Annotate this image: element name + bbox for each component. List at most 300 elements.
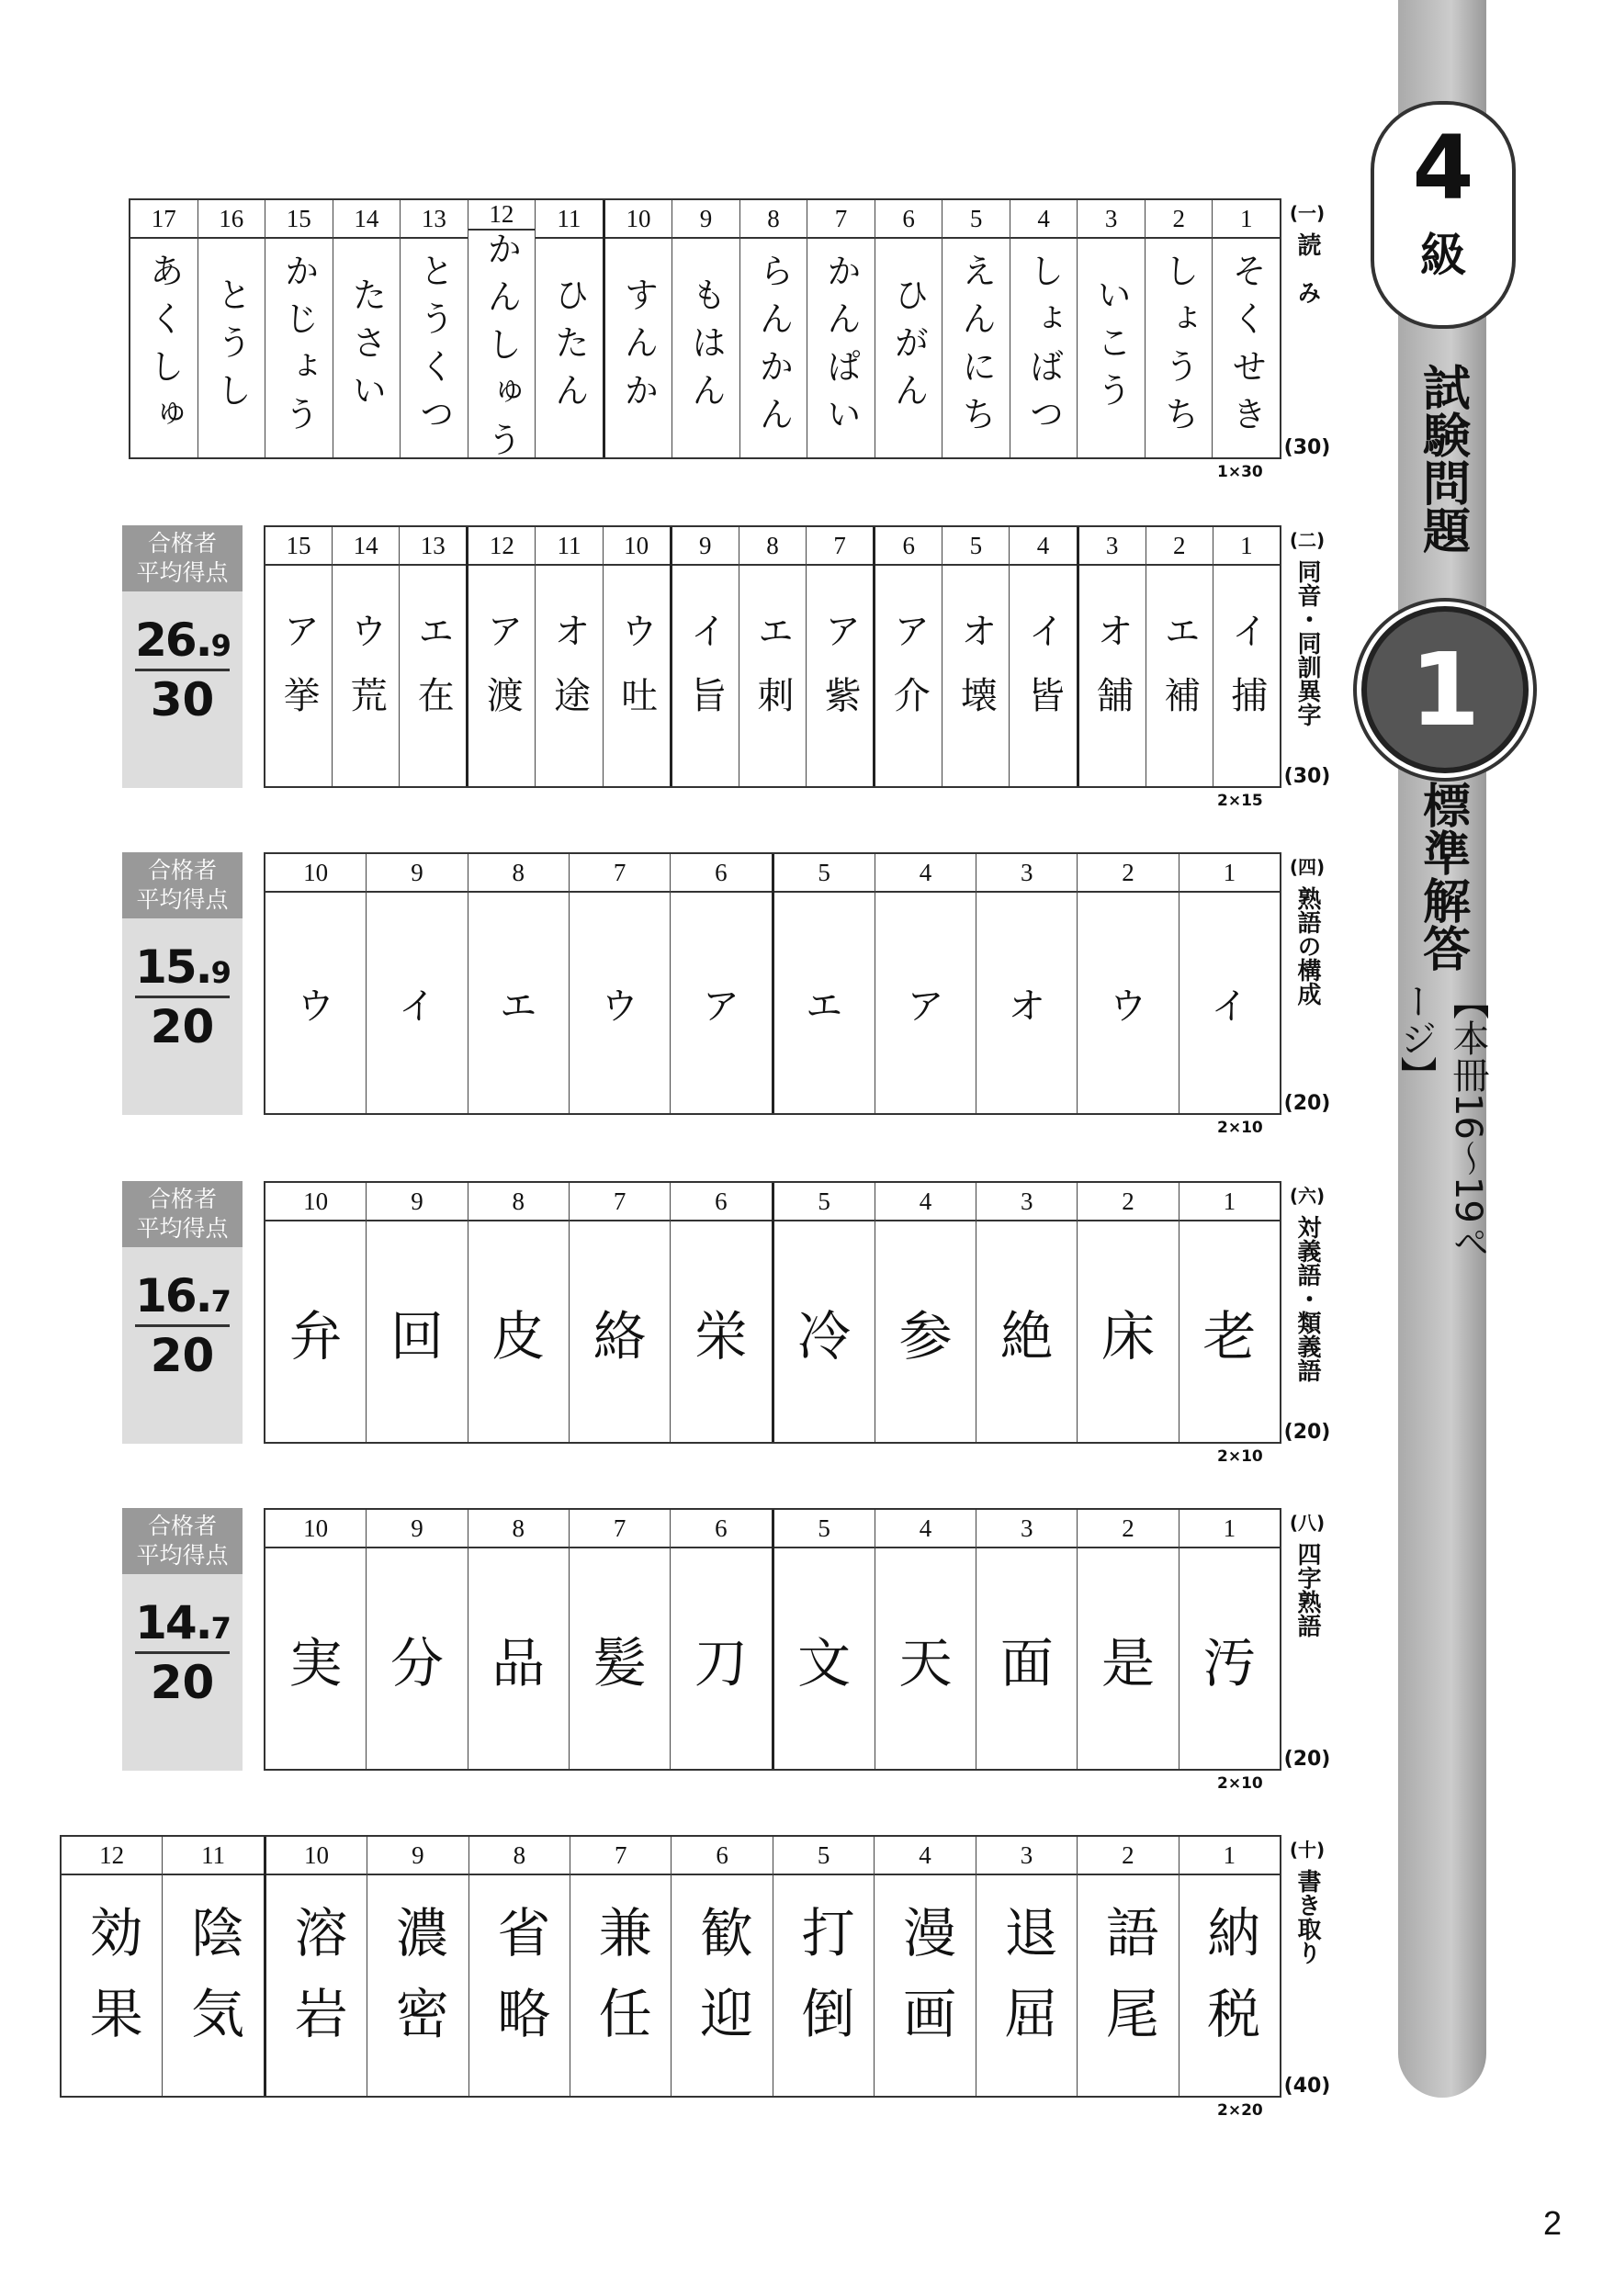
- answer-table-doon: [264, 525, 1281, 788]
- section-title: 四字熟語: [1293, 1542, 1321, 1638]
- question-number: 3: [976, 854, 1077, 893]
- answer-cell: [772, 1183, 875, 1442]
- question-number: 1: [1179, 1183, 1280, 1221]
- answer-area: [266, 1875, 367, 2096]
- question-number: 5: [942, 527, 1009, 566]
- score-header-line1: 合格者: [147, 1186, 217, 1212]
- average-score: [122, 1596, 243, 1649]
- answer-cell: [265, 1510, 366, 1769]
- answer-area: [672, 1875, 772, 2096]
- answer-text: イ: [1211, 985, 1248, 1028]
- grade-label: 級: [1420, 229, 1466, 282]
- answer-cell: [468, 1183, 569, 1442]
- scoring-note: 2×10: [1217, 1447, 1263, 1466]
- answer-cell: [874, 1837, 975, 2096]
- page-reference: 【本冊16〜19ページ】: [1394, 983, 1489, 1260]
- answer-cell: [976, 1510, 1077, 1769]
- section-title: 同音・同訓異字: [1293, 559, 1321, 726]
- question-number: 2: [1146, 527, 1213, 566]
- answer-area: [367, 1221, 467, 1442]
- answer-text: ウ: [601, 985, 638, 1028]
- question-number: 5: [942, 200, 1010, 239]
- question-number: 14: [333, 527, 399, 566]
- question-number: 10: [605, 200, 672, 239]
- question-number: 10: [604, 527, 670, 566]
- answer-cell: [603, 527, 670, 786]
- section-label: [1283, 198, 1331, 459]
- question-number: 3: [1078, 200, 1145, 239]
- score-header: [122, 852, 243, 918]
- answer-cell: [399, 527, 466, 786]
- answer-text: ウ: [1110, 985, 1147, 1028]
- answer-text: 品: [491, 1632, 546, 1694]
- answer-area: [1078, 239, 1145, 457]
- answer-text: 天: [898, 1632, 953, 1694]
- answer-text: イ捕: [1225, 612, 1268, 740]
- average-int: 15.: [135, 940, 211, 994]
- question-number: 9: [367, 854, 467, 893]
- answer-cell: [569, 1510, 670, 1769]
- question-number: 12: [62, 1837, 162, 1875]
- question-number: 9: [672, 527, 739, 566]
- answer-text: 老: [1202, 1305, 1257, 1367]
- answer-cell: [366, 1510, 467, 1769]
- answer-table-kakitori: [60, 1835, 1281, 2098]
- section-label: [1283, 852, 1331, 1115]
- average-decimal: 7: [210, 1611, 230, 1646]
- answer-area: [773, 1875, 874, 2096]
- answer-cell: [570, 1837, 671, 2096]
- answer-cell: [366, 854, 467, 1113]
- fraction-line: [135, 996, 230, 998]
- score-header-line1: 合格者: [147, 1513, 217, 1539]
- average-score: [122, 613, 243, 667]
- question-number: 5: [774, 854, 875, 893]
- answer-cell: [468, 1510, 569, 1769]
- answer-text: 汚: [1202, 1632, 1257, 1694]
- answer-text: 漫画: [894, 1905, 957, 2066]
- max-score: 20: [150, 1329, 215, 1382]
- scoring-note: 1×30: [1217, 463, 1263, 481]
- answer-area: [672, 239, 739, 457]
- answer-area: [976, 1221, 1077, 1442]
- answer-area: [400, 566, 466, 786]
- answer-cell: [1009, 527, 1076, 786]
- answer-text: イ皆: [1021, 612, 1065, 740]
- answer-cell: [739, 527, 806, 786]
- answer-area: [163, 1875, 263, 2096]
- scoring-note: 2×20: [1217, 2101, 1263, 2120]
- answer-text: 弁: [288, 1305, 343, 1367]
- answer-text: 床: [1101, 1305, 1156, 1367]
- score-header: [122, 1181, 243, 1247]
- question-number: 4: [1010, 527, 1076, 566]
- answer-text: そくせき: [1225, 253, 1267, 444]
- answer-area: [976, 1548, 1077, 1769]
- section-points: (30): [1283, 765, 1331, 788]
- answer-area: [671, 893, 771, 1113]
- answer-cell: [773, 1837, 874, 2096]
- answer-area: [1010, 566, 1076, 786]
- answer-text: しょうち: [1158, 253, 1200, 444]
- fraction-line: [135, 1651, 230, 1654]
- score-header-line2: 平均得点: [136, 559, 229, 586]
- max-score: 20: [150, 1000, 215, 1053]
- answer-text: オ: [1008, 985, 1045, 1028]
- answer-area: [976, 1875, 1077, 2096]
- answer-text: 冷: [797, 1305, 852, 1367]
- question-number: 6: [671, 854, 771, 893]
- answer-text: エ刺: [751, 612, 794, 740]
- answer-cell: [942, 200, 1010, 457]
- answer-cell: [400, 200, 468, 457]
- answer-cell: [198, 200, 265, 457]
- answer-table-yomi: [129, 198, 1281, 469]
- answer-area: [1213, 239, 1280, 457]
- answer-area: [1146, 239, 1213, 457]
- question-number: 10: [265, 1183, 366, 1221]
- score-header-line1: 合格者: [147, 530, 217, 557]
- answer-area: [605, 239, 672, 457]
- answer-area: [875, 566, 942, 786]
- answer-area: [401, 239, 468, 457]
- answer-text: 面: [999, 1632, 1054, 1694]
- exam-title: 試験問題: [1414, 363, 1470, 554]
- answer-text: エ: [806, 985, 843, 1028]
- question-number: 3: [976, 1837, 1077, 1875]
- grade-badge: [1371, 101, 1516, 329]
- answer-text: イ: [398, 985, 435, 1028]
- answer-text: もはん: [685, 276, 727, 420]
- question-number: 7: [570, 854, 670, 893]
- question-number: 13: [400, 527, 466, 566]
- question-number: 7: [807, 200, 875, 239]
- answer-area: [265, 1548, 366, 1769]
- question-number: 5: [774, 1510, 875, 1548]
- answer-cell: [1077, 854, 1178, 1113]
- answer-area: [570, 1875, 671, 2096]
- answer-text: 実: [288, 1632, 343, 1694]
- grade-number: 4: [1412, 117, 1474, 219]
- answer-text: すんか: [617, 276, 659, 420]
- average-score: [122, 1269, 243, 1322]
- question-number: 7: [570, 1510, 670, 1548]
- page-number: 2: [1543, 2204, 1563, 2242]
- answer-cell: [466, 527, 535, 786]
- answer-cell: [1077, 527, 1146, 786]
- section-marker: (一): [1289, 202, 1326, 224]
- question-number: 15: [265, 200, 333, 239]
- answer-area: [570, 893, 670, 1113]
- answer-text: しょばつ: [1023, 253, 1065, 444]
- answer-text: 参: [898, 1305, 953, 1367]
- answer-area: [875, 1875, 975, 2096]
- answer-area: [774, 1221, 875, 1442]
- answer-text: 絡: [593, 1305, 647, 1367]
- exam-number: 1: [1361, 606, 1529, 773]
- section-marker: (十): [1289, 1839, 1326, 1861]
- question-number: 8: [468, 854, 569, 893]
- answer-cell: [806, 527, 873, 786]
- answer-area: [942, 239, 1010, 457]
- answer-text: 栄: [694, 1305, 748, 1367]
- section-label: [1283, 1181, 1331, 1444]
- answer-cell: [265, 1183, 366, 1442]
- question-number: 1: [1179, 1837, 1280, 1875]
- answer-area: [1078, 1875, 1178, 2096]
- answer-text: 効果: [80, 1905, 143, 2066]
- answer-area: [468, 566, 535, 786]
- question-number: 8: [468, 1183, 569, 1221]
- answer-area: [976, 893, 1077, 1113]
- question-number: 1: [1179, 1510, 1280, 1548]
- question-number: 6: [875, 527, 942, 566]
- question-number: 11: [536, 200, 603, 239]
- answer-cell: [569, 854, 670, 1113]
- question-number: 4: [1010, 200, 1078, 239]
- answer-text: たさい: [345, 276, 387, 420]
- question-number: 8: [739, 527, 806, 566]
- answer-text: えんにち: [955, 253, 997, 444]
- answer-area: [942, 566, 1009, 786]
- answer-cell: [807, 200, 875, 457]
- answer-text: ア: [702, 985, 739, 1028]
- answer-text: 是: [1101, 1632, 1156, 1694]
- question-number: 9: [367, 1183, 467, 1221]
- question-number: 14: [333, 200, 401, 239]
- answer-cell: [976, 854, 1077, 1113]
- answer-cell: [1077, 200, 1145, 457]
- answer-area: [1010, 239, 1078, 457]
- question-number: 4: [875, 1510, 976, 1548]
- answer-text: 打倒: [792, 1905, 855, 2066]
- answer-text: ア: [907, 985, 944, 1028]
- answer-area: [671, 1221, 771, 1442]
- answer-cell: [1179, 1183, 1280, 1442]
- answer-cell: [62, 1837, 162, 2096]
- score-header-line2: 平均得点: [136, 886, 229, 913]
- answer-cell: [333, 200, 401, 457]
- answer-text: ア介: [887, 612, 931, 740]
- answer-cell: [468, 200, 536, 469]
- answer-text: 省略: [488, 1905, 551, 2066]
- question-number: 12: [468, 527, 535, 566]
- answer-cell: [671, 1837, 772, 2096]
- answer-cell: [1077, 1837, 1178, 2096]
- question-number: 3: [976, 1183, 1077, 1221]
- answer-cell: [670, 854, 771, 1113]
- answer-cell: [1077, 1510, 1178, 1769]
- question-number: 5: [774, 1183, 875, 1221]
- answer-text: エ: [500, 985, 537, 1028]
- answer-cell: [265, 854, 366, 1113]
- answer-cell: [332, 527, 399, 786]
- section-points: (20): [1283, 1748, 1331, 1771]
- score-header-line2: 平均得点: [136, 1215, 229, 1242]
- answer-text: 退屈: [995, 1905, 1058, 2066]
- answer-area: [130, 239, 198, 457]
- answer-cell: [366, 1183, 467, 1442]
- question-number: 12: [468, 200, 536, 231]
- answer-area: [1213, 566, 1280, 786]
- answer-area: [875, 239, 942, 457]
- question-number: 7: [570, 1837, 671, 1875]
- answer-cell: [670, 1510, 771, 1769]
- question-number: 9: [367, 1510, 467, 1548]
- question-number: 3: [976, 1510, 1077, 1548]
- answer-cell: [1212, 200, 1280, 457]
- answer-text: オ途: [547, 612, 591, 740]
- answer-text: オ舗: [1090, 612, 1134, 740]
- answer-text: 皮: [491, 1305, 546, 1367]
- answer-cell: [535, 527, 602, 786]
- average-score-box: [122, 852, 243, 1115]
- answer-area: [807, 239, 875, 457]
- answer-cell: [264, 1837, 367, 2096]
- answer-area: [774, 893, 875, 1113]
- answer-cell: [670, 527, 739, 786]
- answer-cell: [772, 854, 875, 1113]
- section-label: [1283, 525, 1331, 788]
- answer-text: 文: [797, 1632, 852, 1694]
- answer-area: [469, 1875, 570, 2096]
- answer-table-jukugo: [264, 852, 1281, 1115]
- answer-text: エ補: [1157, 612, 1201, 740]
- answer-text: ア紫: [818, 612, 862, 740]
- question-number: 11: [536, 527, 602, 566]
- answer-cell: [1179, 1837, 1280, 2096]
- answer-text: 語尾: [1096, 1905, 1159, 2066]
- fraction-line: [135, 669, 230, 671]
- answer-text: 分: [389, 1632, 444, 1694]
- answer-area: [1179, 893, 1280, 1113]
- scoring-note: 2×10: [1217, 1119, 1263, 1137]
- sidebar-tab: [1394, 0, 1489, 2098]
- answer-text: エ在: [412, 612, 455, 740]
- answer-area: [1179, 1221, 1280, 1442]
- answer-cell: [535, 200, 603, 457]
- answer-area: [774, 1548, 875, 1769]
- score-header: [122, 1508, 243, 1574]
- answer-area: [468, 1221, 569, 1442]
- section-marker: (八): [1289, 1512, 1326, 1534]
- answer-cell: [1146, 527, 1213, 786]
- question-number: 4: [875, 1183, 976, 1221]
- section-points: (40): [1283, 2075, 1331, 2098]
- answer-text: 刀: [694, 1632, 748, 1694]
- answer-area: [807, 566, 873, 786]
- section-points: (30): [1283, 436, 1331, 459]
- answer-area: [739, 566, 806, 786]
- answer-area: [367, 1875, 468, 2096]
- question-number: 3: [1079, 527, 1146, 566]
- answer-text: 歓迎: [691, 1905, 754, 2066]
- question-number: 10: [265, 854, 366, 893]
- answer-cell: [367, 1837, 468, 2096]
- answer-cell: [130, 200, 198, 457]
- answer-area: [468, 1548, 569, 1769]
- answer-text: かんしゅう: [480, 231, 522, 469]
- answer-area: [570, 1548, 670, 1769]
- scoring-note: 2×15: [1217, 792, 1263, 810]
- answer-area: [1179, 1875, 1280, 2096]
- average-score-box: [122, 525, 243, 788]
- section-points: (20): [1283, 1092, 1331, 1115]
- average-score: [122, 940, 243, 994]
- section-label: [1283, 1835, 1331, 2098]
- answer-cell: [875, 200, 942, 457]
- answer-text: 溶岩: [285, 1905, 348, 2066]
- section-marker: (二): [1289, 529, 1326, 551]
- answer-cell: [976, 1183, 1077, 1442]
- subtitle: 標準解答: [1414, 781, 1470, 972]
- answer-area: [333, 566, 399, 786]
- question-number: 2: [1146, 200, 1213, 239]
- question-number: 6: [875, 200, 942, 239]
- answer-area: [1146, 566, 1213, 786]
- answer-cell: [1213, 527, 1280, 786]
- question-number: 16: [198, 200, 265, 239]
- answer-cell: [265, 527, 332, 786]
- answer-text: ウ吐: [615, 612, 658, 740]
- average-decimal: 9: [210, 628, 230, 663]
- section-label: [1283, 1508, 1331, 1771]
- question-number: 8: [468, 1510, 569, 1548]
- answer-table-taigi: [264, 1181, 1281, 1444]
- section-marker: (四): [1289, 856, 1326, 878]
- answer-text: オ壊: [954, 612, 998, 740]
- answer-text: ひたん: [548, 276, 590, 420]
- answer-text: 陰気: [182, 1905, 245, 2066]
- answer-text: とうくつ: [413, 253, 455, 444]
- fraction-line: [135, 1324, 230, 1327]
- answer-text: とうし: [210, 276, 252, 420]
- answer-text: ア渡: [480, 612, 524, 740]
- question-number: 4: [875, 854, 976, 893]
- answer-text: 絶: [999, 1305, 1054, 1367]
- answer-area: [671, 1548, 771, 1769]
- answer-area: [1078, 1221, 1178, 1442]
- question-number: 4: [875, 1837, 975, 1875]
- answer-area: [570, 1221, 670, 1442]
- question-number: 2: [1078, 1183, 1178, 1221]
- question-number: 9: [367, 1837, 468, 1875]
- average-score-box: [122, 1508, 243, 1771]
- answer-cell: [875, 1510, 976, 1769]
- answer-cell: [875, 854, 976, 1113]
- question-number: 7: [570, 1183, 670, 1221]
- question-number: 6: [671, 1510, 771, 1548]
- average-int: 14.: [135, 1596, 211, 1649]
- answer-area: [333, 239, 401, 457]
- answer-area: [1078, 893, 1178, 1113]
- average-int: 26.: [135, 613, 211, 667]
- answer-area: [367, 893, 467, 1113]
- answer-cell: [265, 200, 333, 457]
- answer-area: [672, 566, 739, 786]
- answer-cell: [162, 1837, 263, 2096]
- answer-area: [1179, 1548, 1280, 1769]
- question-number: 2: [1078, 1837, 1178, 1875]
- average-int: 16.: [135, 1269, 211, 1322]
- answer-cell: [976, 1837, 1077, 2096]
- section-title: 書き取り: [1293, 1869, 1321, 1964]
- answer-table-yoji: [264, 1508, 1281, 1771]
- question-number: 2: [1078, 854, 1178, 893]
- answer-text: ウ荒: [344, 612, 388, 740]
- answer-area: [468, 893, 569, 1113]
- answer-text: かじょう: [278, 253, 320, 444]
